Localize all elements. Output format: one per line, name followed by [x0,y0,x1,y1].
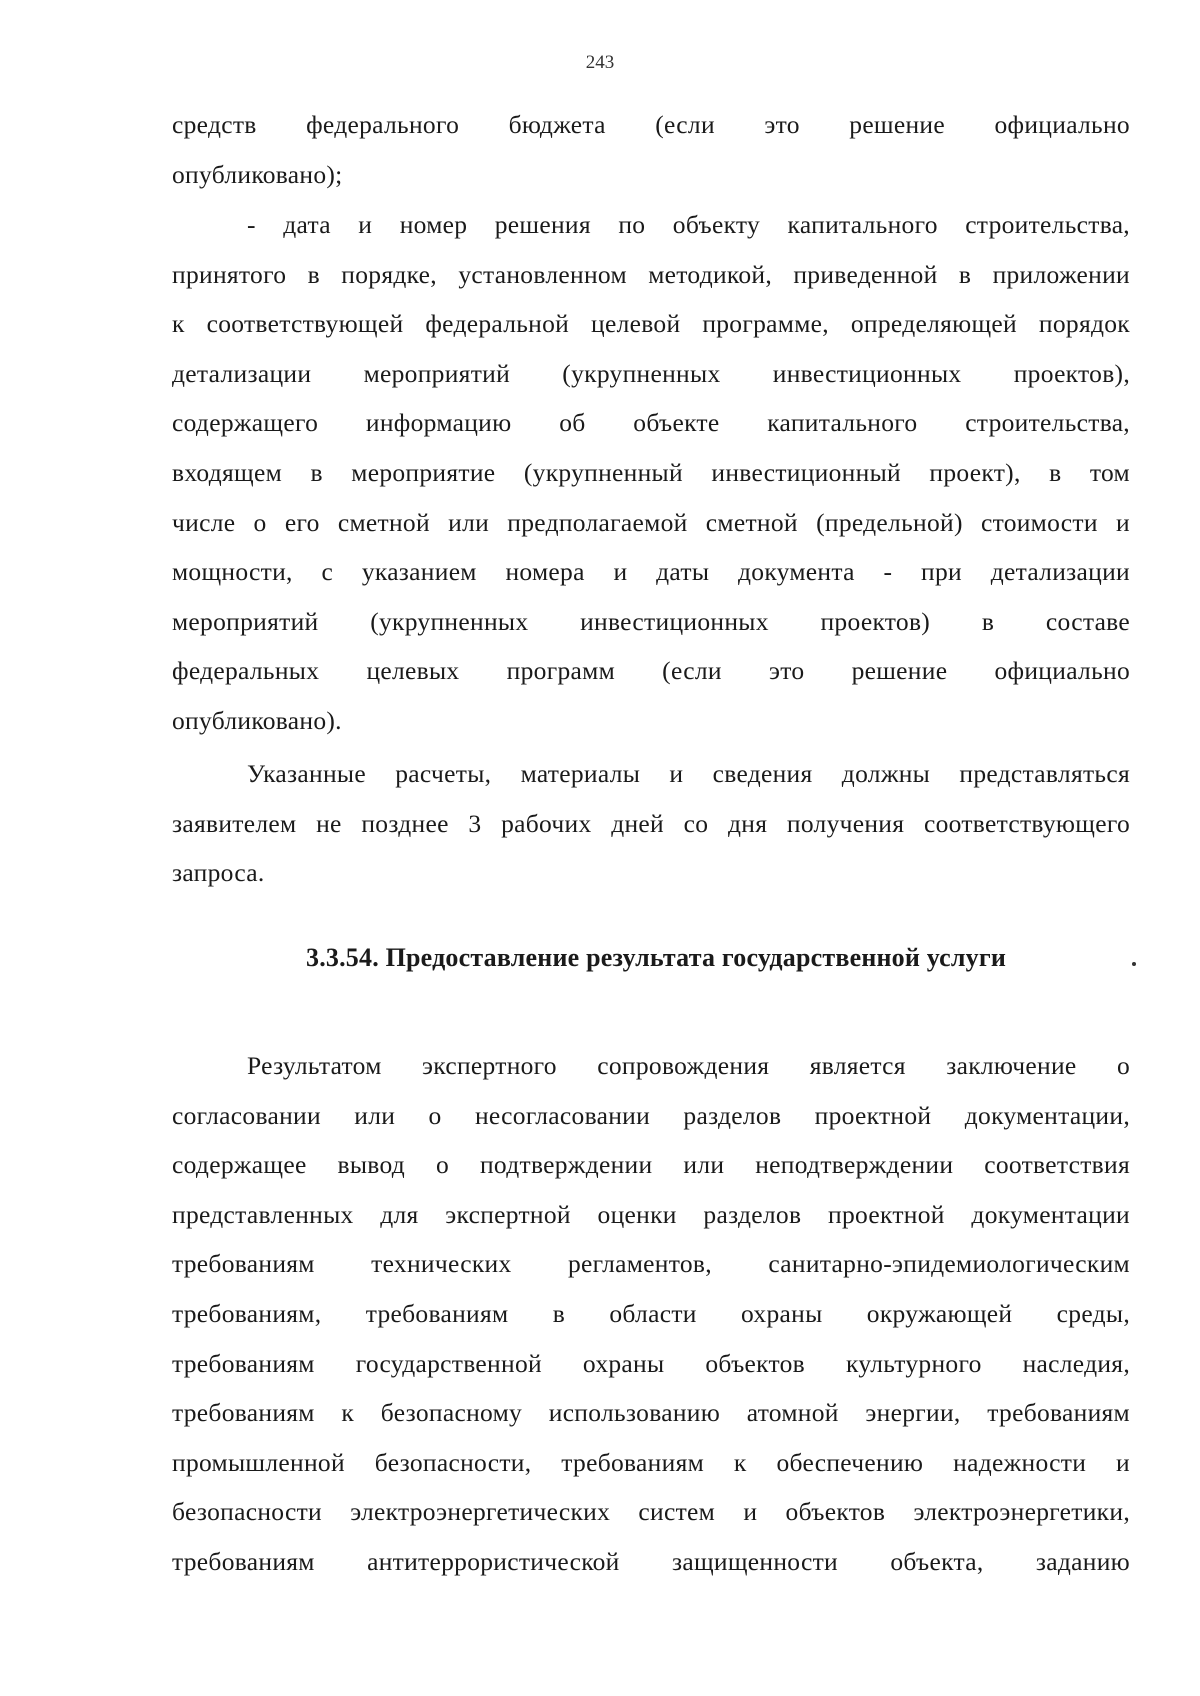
text-line: принятого в порядке, установленном методикой, приведенной в приложении [172,259,1130,289]
paragraph-decision-details [172,200,1130,746]
text-line: - дата и номер решения по объекту капитального строительства, [247,210,1130,239]
text-line: требованиям государственной охраны объектов культурного наследия, [172,1348,1130,1378]
text-line: содержащее вывод о подтверждении или неподтверждении соответствия [172,1150,1130,1180]
text-line: мощности, с указанием номера и даты документа - при детализации [172,557,1130,587]
text-line: согласовании или о несогласовании разделов проектной документации, [172,1100,1130,1130]
text-line: требованиям к безопасному использованию атомной энергии, требованиям [172,1398,1130,1428]
text-line: опубликовано). [172,705,342,735]
text-line: требованиям антитеррористической защищенности объекта, заданию [172,1546,1130,1576]
page-number: 243 [585,52,615,73]
paragraph-expert-result [172,1041,1130,1587]
text-line: опубликовано); [172,159,343,189]
text-line: средств федерального бюджета (если это решение официально [172,110,1130,139]
text-line: мероприятий (укрупненных инвестиционных проектов) в составе [172,606,1130,636]
text-line: федеральных целевых программ (если это решение официально [172,656,1130,686]
text-line: промышленной безопасности, требованиям к обеспечению надежности и [172,1447,1130,1477]
text-line: представленных для экспертной оценки разделов проектной документации [172,1199,1130,1229]
text-line: детализации мероприятий (укрупненных инвестиционных проектов), [172,358,1130,388]
text-line: запроса. [172,858,265,888]
text-line: заявителем не позднее 3 рабочих дней со дня получения соответствующего [172,808,1130,838]
text-line: требованиям, требованиям в области охраны окружающей среды, [172,1298,1130,1328]
text-line: входящем в мероприятие (укрупненный инвестиционный проект), в том [172,457,1130,487]
scan-artifact-dot [1132,962,1136,966]
text-line: требованиям технических регламентов, санитарно-эпидемиологическим [172,1249,1130,1279]
paragraph-submission-deadline [172,749,1130,898]
text-line: безопасности электроэнергетических систем и объектов электроэнергетики, [172,1497,1130,1527]
section-heading: 3.3.54. Предоставление результата государственной услуги [306,943,1007,972]
paragraph-continuation [172,100,1130,199]
text-line: к соответствующей федеральной целевой программе, определяющей порядок [172,309,1130,339]
text-line: Указанные расчеты, материалы и сведения должны представляться [247,759,1130,788]
text-line: числе о его сметной или предполагаемой сметной (предельной) стоимости и [172,507,1130,537]
text-line: содержащего информацию об объекте капитального строительства, [172,408,1130,438]
text-line: Результатом экспертного сопровождения является заключение о [247,1051,1130,1080]
